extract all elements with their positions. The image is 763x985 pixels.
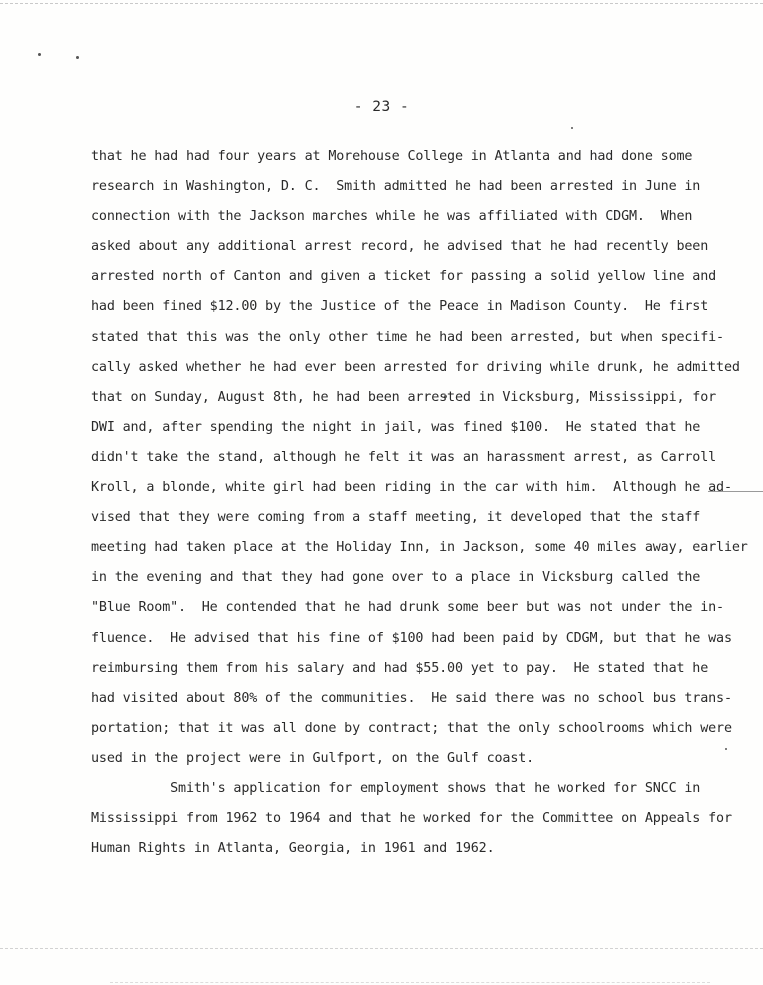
text-line: Kroll, a blonde, white girl had been riding in the car with him. Although he ad-	[91, 480, 732, 496]
text-line: research in Washington, D. C. Smith admitted he had been arrested in June in	[91, 179, 701, 195]
text-line: vised that they were coming from a staff meeting, it developed that the staff	[91, 510, 701, 526]
paragraph-2	[91, 774, 731, 864]
scan-speck	[38, 53, 41, 56]
text-line: Mississippi from 1962 to 1964 and that he worked for the Committee on Appeals for	[91, 811, 732, 827]
text-line: portation; that it was all done by contract; that the only schoolrooms which were	[91, 720, 732, 736]
text-line: DWI and, after spending the night in jail, was fined $100. He stated that he	[91, 419, 701, 435]
text-line: had visited about 80% of the communities. He said there was no school bus trans-	[91, 690, 732, 706]
page-top-edge	[0, 3, 763, 4]
scan-speck	[76, 56, 79, 59]
text-line: that on Sunday, August 8th, he had been arrested in Vicksburg, Mississippi, for	[91, 389, 717, 405]
text-line: didn't take the stand, although he felt it was an harassment arrest, as Carroll	[91, 449, 717, 465]
margin-rule	[708, 491, 763, 492]
text-line: stated that this was the only other time he had been arrested, but when specifi-	[91, 329, 724, 345]
text-line: cally asked whether he had ever been arrested for driving while drunk, he admitted	[91, 359, 740, 375]
text-line: that he had had four years at Morehouse College in Atlanta and had done some	[91, 149, 693, 164]
text-line: fluence. He advised that his fine of $100 had been paid by CDGM, but that he was	[91, 630, 732, 646]
text-line: Smith's application for employment shows that he worked for SNCC in	[91, 780, 701, 796]
text-line: asked about any additional arrest record, he advised that he had recently been	[91, 239, 709, 255]
page-bottom-edge	[0, 948, 763, 949]
text-line: had been fined $12.00 by the Justice of the Peace in Madison County. He first	[91, 299, 709, 315]
text-line: connection with the Jackson marches while he was affiliated with CDGM. When	[91, 209, 693, 225]
text-line: "Blue Room". He contended that he had drunk some beer but was not under the in-	[91, 600, 724, 616]
text-line: meeting had taken place at the Holiday Inn, in Jackson, some 40 miles away, earlier	[91, 540, 748, 556]
paragraph-1	[91, 142, 748, 774]
text-line: reimbursing them from his salary and had $55.00 yet to pay. He stated that he	[91, 660, 709, 676]
text-line: arrested north of Canton and given a ticket for passing a solid yellow line and	[91, 269, 717, 285]
text-line: used in the project were in Gulfport, on the Gulf coast.	[91, 750, 535, 766]
document-body	[91, 142, 748, 864]
text-line: Human Rights in Atlanta, Georgia, in 1961 and 1962.	[91, 841, 495, 857]
scan-speck	[571, 127, 573, 129]
page-number: - 23 -	[353, 99, 410, 115]
text-line: in the evening and that they had gone over to a place in Vicksburg called the	[91, 570, 701, 586]
page-bottom-edge-2	[110, 982, 710, 983]
